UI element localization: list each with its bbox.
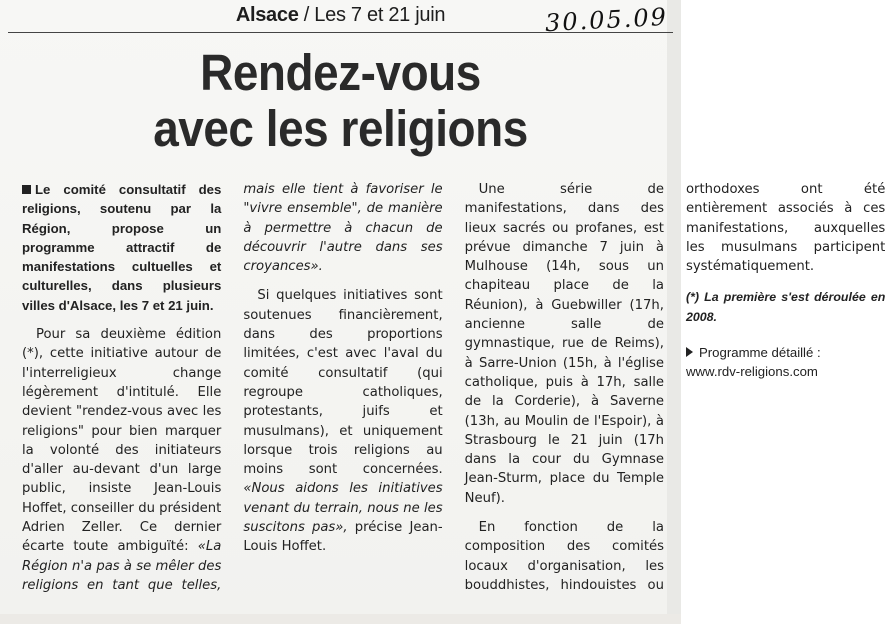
triangle-bullet-icon (686, 347, 693, 357)
programme-info (686, 343, 885, 382)
article-body (22, 180, 885, 600)
headline-line-2: avec les religions (153, 100, 528, 157)
header (0, 2, 681, 38)
paragraph-1-quote: «La Région n'a pas à se mêler des religions en tant que telles, mais elle tient à favoriser le "vivre ensemble", de manière à permettre à chacun de découvrir l'autre dans ses croyances». (22, 182, 443, 593)
paragraph-4: En fonction de la composition des comités locaux d'organisation, les bouddhistes, hindouistes ou orthodoxes ont été entièrement associés à ces manifestations, auxquelles les musulmans participent systématiquement. (464, 182, 885, 593)
paragraph-3: Une série de manifestations, dans des lieux sacrés ou profanes, est prévue dimanche 7 juin à Mulhouse (14h, sous un chapiteau place de la Réunion), à Guebwiller (17h, ancienne salle de gymnastique, rue de Reims), à Sarre-Union (15h, à l'église catholique, puis à 17h, salle de la Corderie), à Saverne (13h, au Moulin de l'Espoir), à Strasbourg le 21 juin (17h dans la cour du Gymnase Jean-Sturm, place du Temple Neuf). (464, 182, 664, 506)
paragraph-2-quote: «Nous aidons les initiatives venant du terrain, nous ne les suscitons pas», (243, 481, 443, 536)
footnote: (*) La première s'est déroulée en 2008. (685, 290, 885, 324)
rubric-dates: / Les 7 et 21 juin (303, 4, 446, 26)
bullet-square-icon (22, 185, 31, 194)
programme-url: www.rdv-religions.com (685, 364, 818, 380)
paragraph-2 (243, 286, 442, 556)
paragraph-2-text: Si quelques initiatives sont soutenues financièrement, dans des proportions limitées, c'est avec l'aval du comité consultatif (qui regroupe catholiques, protestants, juifs et musulmans), et uniquement lorsque trois religions au moins sont concernées. (243, 288, 443, 478)
lead-paragraph (22, 180, 221, 315)
headline (34, 45, 647, 157)
handwritten-date: 30.05.09 (544, 2, 669, 38)
scan-edge (667, 0, 681, 624)
lead-text: Le comité consultatif des religions, soutenu par la Région, propose un programme attractif de manifestations cultuelles et culturelles, dans plusieurs villes d'Alsace, les 7 et 21 juin. (22, 182, 222, 313)
headline-line-1: Rendez-vous (200, 44, 481, 101)
programme-label: Programme détaillé : (698, 345, 821, 361)
header-rule (8, 32, 673, 33)
scan-edge-bottom (0, 614, 681, 624)
section-label: Alsace (235, 4, 299, 26)
paragraph-2-attribution: précise Jean-Louis Hoffet. (243, 520, 443, 555)
paragraph-1-text: Pour sa deuxième édition (*), cette initiative autour de l'interreligieux change légèrement d'intitulé. Elle devient "rendez-vous avec les religions" pour bien marquer la volonté des initiateurs d'aller au-devant d'un large public, insiste Jean-Louis Hoffet, conseiller du président Adrien Zeller. Ce dernier écarte toute ambiguïté: (22, 327, 222, 555)
